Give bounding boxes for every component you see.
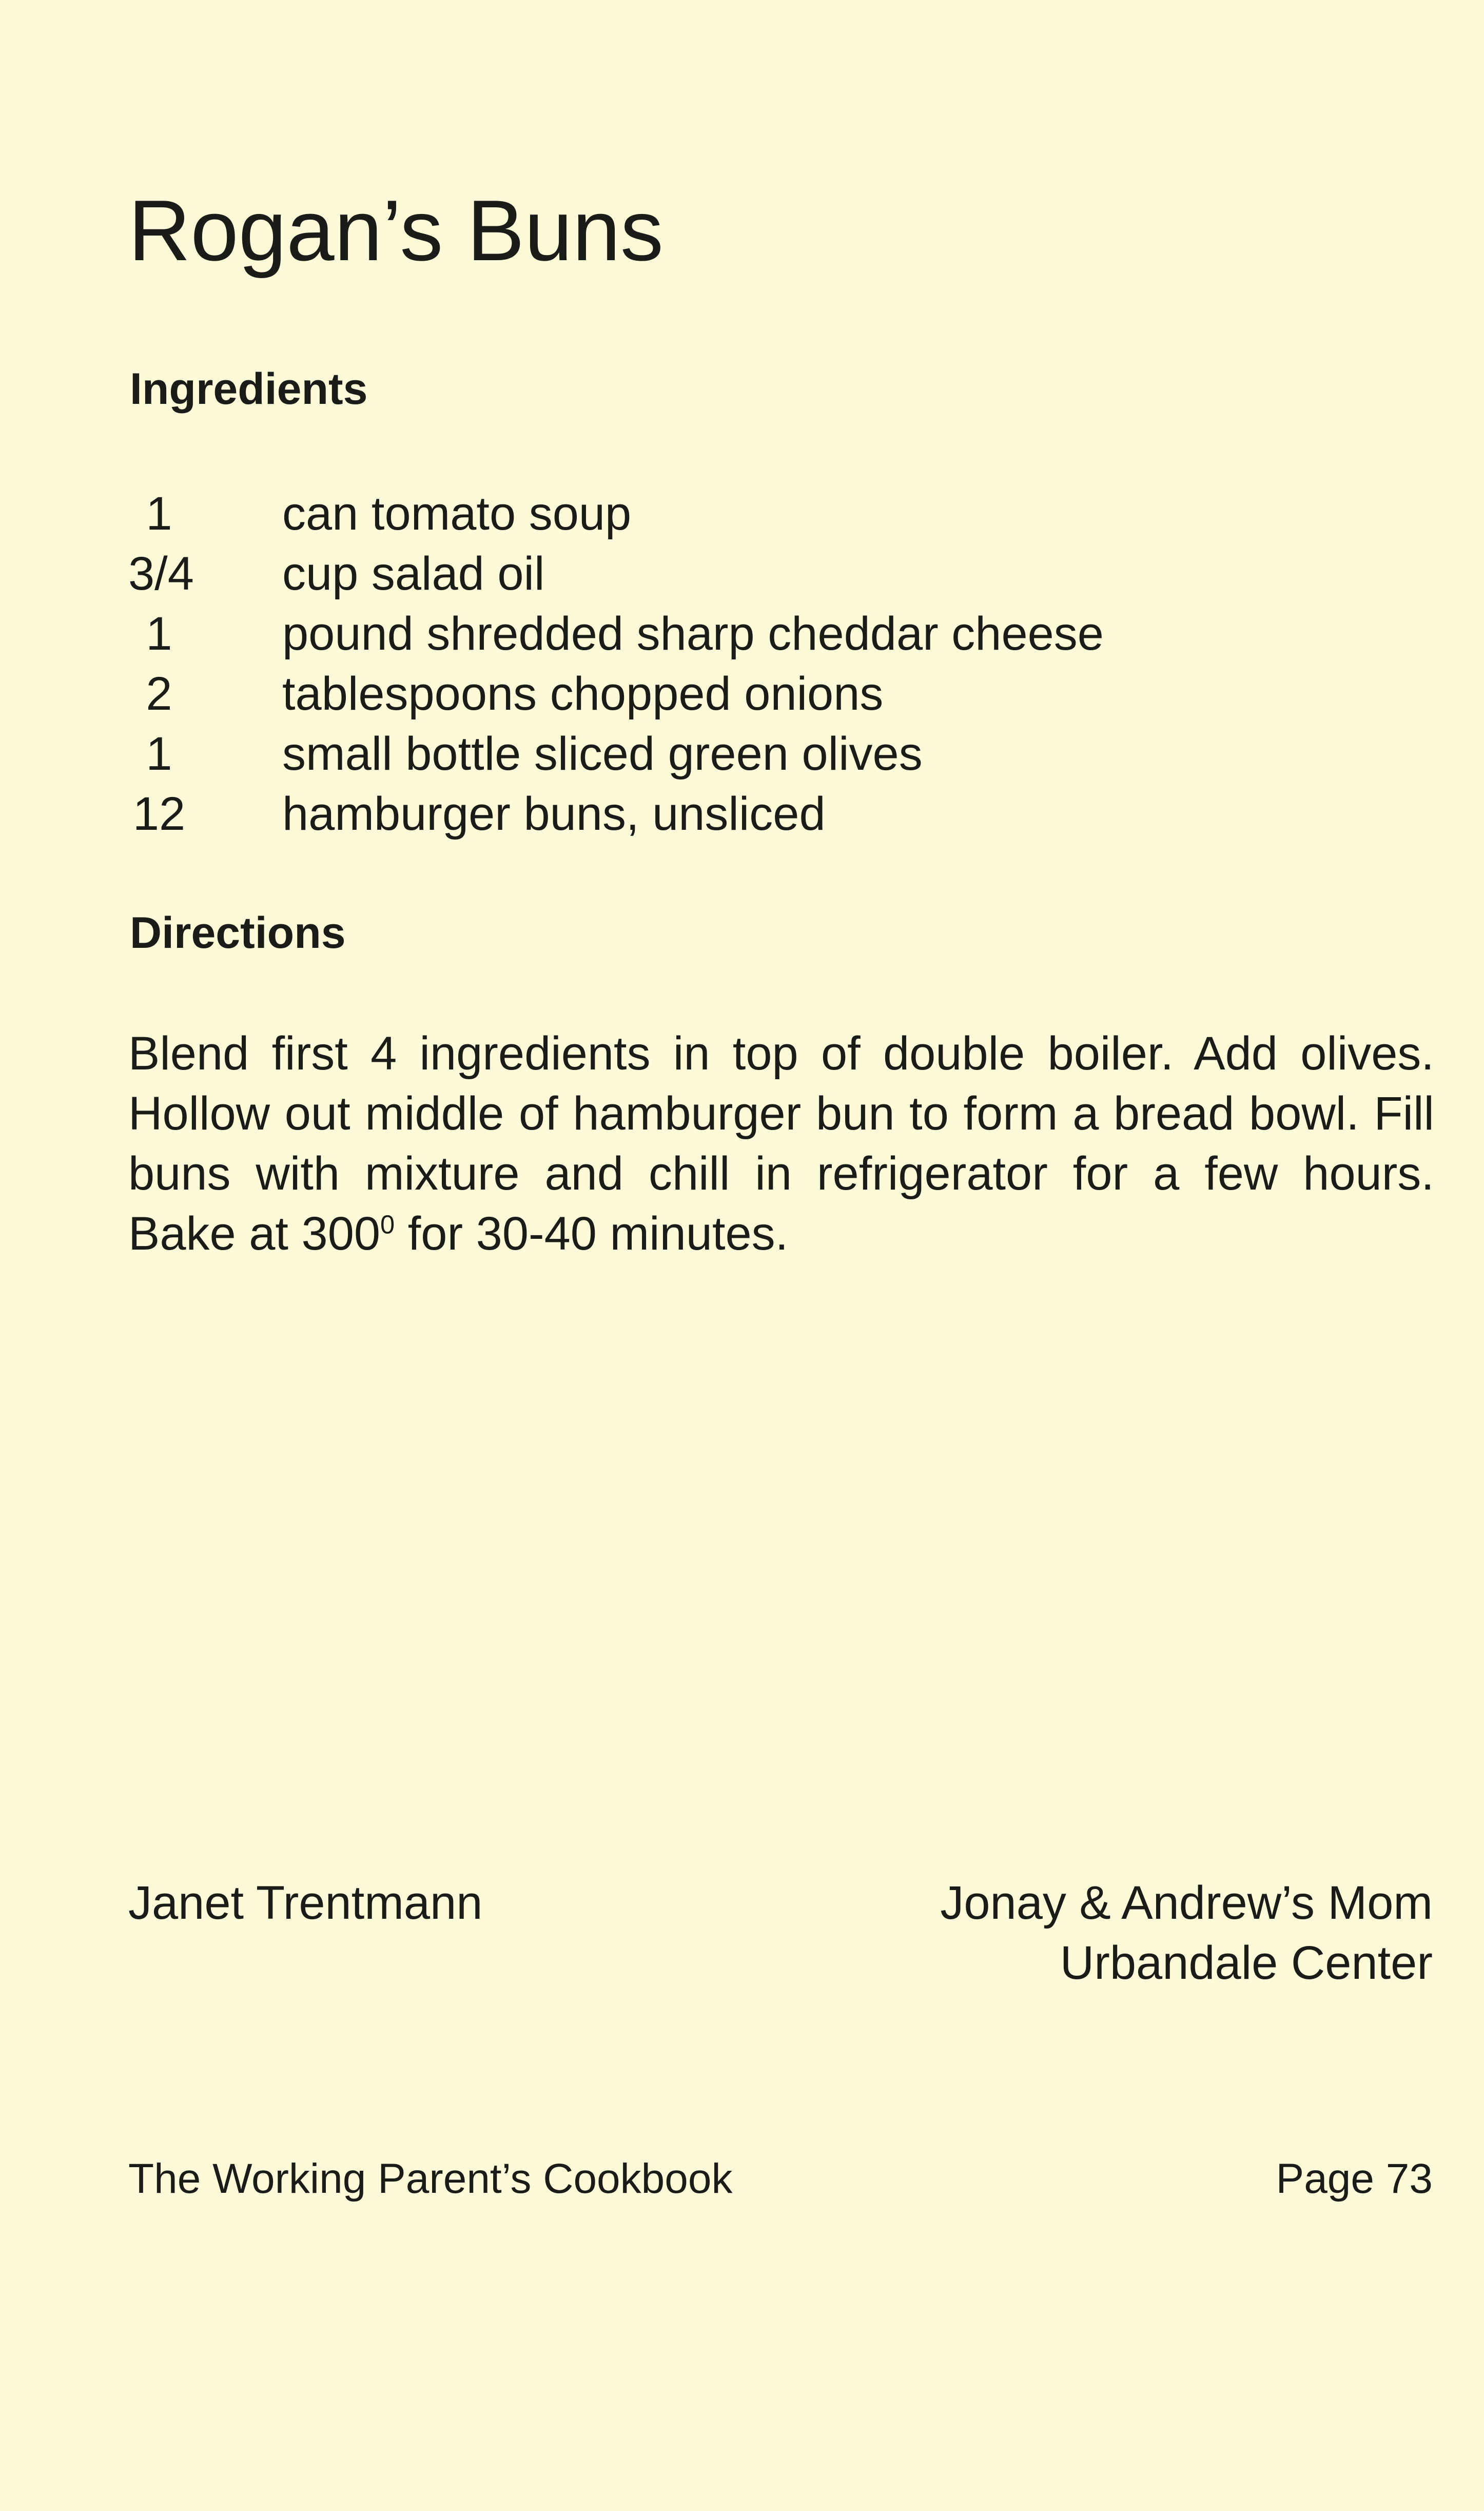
contributor-name: Janet Trentmann: [128, 1877, 483, 1929]
ingredient-quantity: 3/4: [128, 548, 194, 600]
ingredient-description: tablespoons chopped onions: [282, 668, 884, 720]
ingredient-row: [128, 610, 1411, 667]
contributor-info: [940, 1873, 1433, 1993]
footer-book-title: The Working Parent’s Cookbook: [128, 2155, 733, 2202]
contributor-location: Urbandale Center: [1060, 1937, 1433, 1989]
footer-page-number: Page 73: [1276, 2155, 1433, 2202]
ingredient-description: pound shredded sharp cheddar cheese: [282, 608, 1104, 660]
directions-text-part: for 30-40 minutes.: [395, 1208, 789, 1260]
ingredient-row: [128, 490, 1411, 547]
directions-text-part: Blend first 4 ingredients in top of double boiler. Add olives. Hollow out middle of hamburger bun to form a bread bowl. Fill buns with mixture and chill in refrigerator for a few hours. Bake at 300: [128, 1027, 1434, 1260]
ingredient-row: [128, 670, 1411, 727]
ingredient-description: can tomato soup: [282, 488, 632, 540]
degree-mark: 0: [380, 1210, 395, 1239]
ingredient-row: [128, 730, 1411, 787]
ingredient-quantity: 12: [132, 788, 186, 840]
ingredient-row: [128, 790, 1411, 847]
directions-heading: Directions: [130, 908, 346, 958]
directions-text: [128, 1024, 1434, 1264]
ingredient-description: cup salad oil: [282, 548, 545, 600]
ingredients-heading: Ingredients: [130, 364, 368, 414]
ingredient-quantity: 1: [146, 608, 172, 660]
ingredient-quantity: 2: [146, 668, 172, 720]
ingredient-description: small bottle sliced green olives: [282, 728, 923, 780]
contributor-relation: Jonay & Andrew’s Mom: [940, 1877, 1433, 1929]
ingredient-description: hamburger buns, unsliced: [282, 788, 826, 840]
ingredient-quantity: 1: [146, 488, 172, 540]
recipe-title: Rogan’s Buns: [128, 182, 663, 279]
ingredient-row: [128, 550, 1411, 607]
ingredient-quantity: 1: [146, 728, 172, 780]
